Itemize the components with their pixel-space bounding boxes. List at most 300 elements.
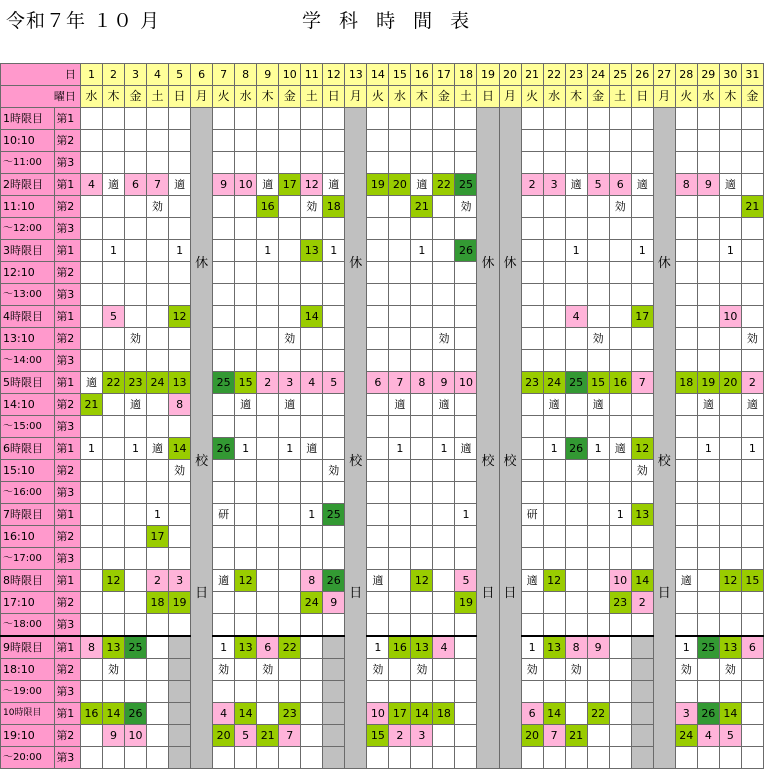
period-row [1,174,764,196]
schedule-cell: 17 [147,526,169,548]
schedule-cell [235,306,257,328]
schedule-cell [433,152,455,174]
period-label: ～20:00 [1,747,55,769]
schedule-cell [389,681,411,703]
schedule-cell: 10 [124,725,146,747]
schedule-cell: 1 [279,438,301,460]
holiday-column [191,108,213,769]
schedule-cell [124,240,146,262]
schedule-cell [257,681,279,703]
schedule-cell: 2 [257,372,279,394]
schedule-cell [301,284,323,306]
schedule-cell: 1 [543,438,565,460]
schedule-cell [102,504,124,526]
schedule-cell [741,350,763,372]
schedule-cell [389,659,411,681]
schedule-cell [543,108,565,130]
weekday: 土 [455,86,477,108]
schedule-cell [741,240,763,262]
schedule-cell [675,614,697,637]
schedule-cell: 2 [741,372,763,394]
schedule-cell [235,328,257,350]
schedule-cell [257,747,279,769]
schedule-cell [257,416,279,438]
schedule-cell [411,681,433,703]
schedule-cell [433,284,455,306]
schedule-cell: 研 [213,504,235,526]
schedule-cell: 25 [455,174,477,196]
schedule-cell: 18 [323,196,345,218]
schedule-cell [102,438,124,460]
schedule-cell [301,681,323,703]
schedule-cell [80,570,102,592]
schedule-cell [102,196,124,218]
holiday-mark: 校 [657,454,671,469]
schedule-cell: 18 [147,592,169,614]
day-number: 19 [477,64,499,86]
schedule-cell: 3 [543,174,565,196]
period-label: 18:10 [1,659,55,681]
schedule-cell [587,482,609,504]
schedule-cell [301,460,323,482]
schedule-cell [367,350,389,372]
schedule-cell [147,460,169,482]
schedule-cell: 効 [675,659,697,681]
schedule-cell [433,262,455,284]
schedule-cell [301,218,323,240]
sub-period-label: 第1 [55,240,81,262]
schedule-cell: 9 [433,372,455,394]
schedule-cell: 26 [565,438,587,460]
period-label: 8時限目 [1,570,55,592]
schedule-cell [543,460,565,482]
schedule-cell: 効 [455,196,477,218]
schedule-cell [455,659,477,681]
era-month-label: 令和７年 １０ 月 [6,10,161,32]
weekday: 木 [719,86,741,108]
schedule-cell [124,416,146,438]
schedule-cell: 4 [213,703,235,725]
schedule-cell [631,725,653,747]
schedule-cell [213,460,235,482]
day-number: 31 [741,64,763,86]
schedule-cell: 効 [279,328,301,350]
schedule-cell [235,350,257,372]
period-label: 12:10 [1,262,55,284]
schedule-cell: 効 [631,460,653,482]
schedule-cell: 18 [433,703,455,725]
schedule-cell: 6 [257,636,279,659]
period-label: ～14:00 [1,350,55,372]
schedule-cell [279,659,301,681]
schedule-cell [433,614,455,637]
schedule-cell [697,130,719,152]
schedule-cell [411,438,433,460]
schedule-cell [719,152,741,174]
schedule-cell [301,703,323,725]
schedule-cell [102,548,124,570]
schedule-cell: 20 [213,725,235,747]
period-label: 10時限目 [1,703,55,725]
schedule-cell [455,328,477,350]
schedule-cell: 26 [455,240,477,262]
weekday: 土 [147,86,169,108]
schedule-cell [323,747,345,769]
schedule-cell [433,350,455,372]
weekday: 月 [653,86,675,108]
schedule-cell: 1 [609,504,631,526]
period-row [1,636,764,659]
day-number: 5 [169,64,191,86]
schedule-cell: 4 [433,636,455,659]
period-label: ～15:00 [1,416,55,438]
sub-period-label: 第1 [55,504,81,526]
schedule-cell [389,306,411,328]
schedule-cell [675,504,697,526]
schedule-cell [631,196,653,218]
schedule-cell: 8 [565,636,587,659]
schedule-cell [102,262,124,284]
schedule-cell [521,438,543,460]
schedule-cell: 適 [323,174,345,196]
schedule-cell [235,152,257,174]
schedule-cell [301,526,323,548]
schedule-cell [367,416,389,438]
schedule-cell: 10 [367,703,389,725]
schedule-cell [102,482,124,504]
day-number: 30 [719,64,741,86]
schedule-cell [609,725,631,747]
schedule-cell [102,592,124,614]
schedule-cell: 4 [301,372,323,394]
schedule-cell [521,548,543,570]
schedule-cell [235,196,257,218]
schedule-cell: 8 [675,174,697,196]
schedule-cell [367,196,389,218]
schedule-cell [697,460,719,482]
period-label: 11:10 [1,196,55,218]
schedule-cell [411,350,433,372]
schedule-cell [455,218,477,240]
schedule-cell [389,218,411,240]
schedule-cell [124,262,146,284]
schedule-cell [587,218,609,240]
sub-period-label: 第1 [55,108,81,130]
schedule-cell [279,747,301,769]
holiday-mark: 日 [657,586,671,601]
schedule-cell [521,196,543,218]
schedule-cell: 適 [719,174,741,196]
schedule-cell [102,284,124,306]
schedule-cell [235,416,257,438]
schedule-cell [631,416,653,438]
schedule-cell: 9 [102,725,124,747]
sub-period-label: 第3 [55,416,81,438]
schedule-cell [411,108,433,130]
schedule-cell [631,108,653,130]
schedule-cell [124,152,146,174]
schedule-cell: 適 [433,394,455,416]
schedule-cell [719,460,741,482]
schedule-cell [80,460,102,482]
schedule-cell [741,306,763,328]
schedule-cell: 1 [433,438,455,460]
schedule-cell [521,152,543,174]
schedule-cell [301,416,323,438]
schedule-cell [631,614,653,637]
schedule-cell [389,592,411,614]
schedule-cell: 適 [631,174,653,196]
schedule-cell [587,460,609,482]
schedule-cell [587,152,609,174]
schedule-cell [124,614,146,637]
schedule-cell [697,328,719,350]
schedule-cell [279,614,301,637]
schedule-cell [719,614,741,637]
schedule-cell: 14 [411,703,433,725]
schedule-cell [279,570,301,592]
schedule-cell [521,592,543,614]
schedule-cell [741,108,763,130]
schedule-cell [565,504,587,526]
day-number: 14 [367,64,389,86]
schedule-cell [323,152,345,174]
schedule-cell [257,504,279,526]
schedule-cell [235,130,257,152]
schedule-cell: 1 [147,504,169,526]
day-number: 24 [587,64,609,86]
schedule-cell [102,747,124,769]
schedule-cell [367,262,389,284]
schedule-cell [124,218,146,240]
schedule-cell [433,416,455,438]
schedule-cell [367,614,389,637]
schedule-cell [587,614,609,637]
schedule-cell [565,218,587,240]
schedule-cell [169,262,191,284]
schedule-cell [389,570,411,592]
schedule-cell [279,284,301,306]
schedule-cell [565,548,587,570]
period-row [1,350,764,372]
schedule-cell [147,152,169,174]
weekday: 水 [235,86,257,108]
schedule-cell: 13 [631,504,653,526]
schedule-cell: 25 [124,636,146,659]
schedule-cell: 適 [124,394,146,416]
schedule-cell [411,482,433,504]
weekday: 日 [631,86,653,108]
schedule-cell [565,614,587,637]
schedule-cell [102,152,124,174]
schedule-cell: 2 [631,592,653,614]
sub-period-label: 第3 [55,350,81,372]
schedule-cell [675,548,697,570]
period-row [1,526,764,548]
sub-period-label: 第3 [55,482,81,504]
schedule-cell [741,659,763,681]
schedule-cell [102,394,124,416]
schedule-cell [323,328,345,350]
schedule-cell [609,262,631,284]
schedule-cell [213,747,235,769]
schedule-cell [719,416,741,438]
schedule-cell: 1 [235,438,257,460]
holiday-mark: 校 [349,454,363,469]
schedule-cell [433,306,455,328]
schedule-cell [124,108,146,130]
schedule-cell [235,681,257,703]
schedule-cell: 8 [301,570,323,592]
schedule-cell: 12 [301,174,323,196]
schedule-cell: 適 [169,174,191,196]
schedule-cell [565,592,587,614]
sub-period-label: 第3 [55,681,81,703]
schedule-cell [433,460,455,482]
schedule-cell [565,747,587,769]
schedule-cell [455,482,477,504]
day-number: 7 [213,64,235,86]
schedule-cell [741,284,763,306]
weekday: 水 [389,86,411,108]
schedule-cell [213,306,235,328]
schedule-cell [213,152,235,174]
schedule-cell [719,438,741,460]
schedule-cell [323,614,345,637]
schedule-cell [455,416,477,438]
schedule-cell [675,394,697,416]
schedule-cell [697,284,719,306]
schedule-cell [235,218,257,240]
schedule-cell [213,240,235,262]
schedule-cell [213,394,235,416]
schedule-cell: 効 [367,659,389,681]
period-label: 3時限目 [1,240,55,262]
schedule-cell [323,659,345,681]
sub-period-label: 第2 [55,196,81,218]
schedule-cell [609,394,631,416]
schedule-cell [543,592,565,614]
schedule-cell [235,284,257,306]
schedule-cell [543,218,565,240]
schedule-cell: 12 [235,570,257,592]
schedule-cell: 16 [389,636,411,659]
schedule-cell [521,482,543,504]
schedule-cell [279,460,301,482]
schedule-cell: 21 [80,394,102,416]
schedule-cell [301,548,323,570]
period-label: ～13:00 [1,284,55,306]
schedule-cell [543,659,565,681]
schedule-cell [235,482,257,504]
schedule-cell [169,636,191,659]
schedule-cell [102,416,124,438]
schedule-cell [587,504,609,526]
schedule-cell [455,747,477,769]
schedule-cell: 7 [389,372,411,394]
schedule-cell [80,196,102,218]
schedule-cell: 9 [323,592,345,614]
schedule-cell [455,306,477,328]
schedule-cell [543,614,565,637]
day-number: 26 [631,64,653,86]
schedule-cell: 効 [213,659,235,681]
schedule-cell [169,108,191,130]
period-row [1,108,764,130]
day-number: 1 [80,64,102,86]
period-row [1,504,764,526]
schedule-cell [741,262,763,284]
schedule-cell [741,681,763,703]
schedule-cell [741,130,763,152]
schedule-cell [213,548,235,570]
schedule-cell [565,394,587,416]
schedule-cell: 22 [587,703,609,725]
schedule-cell [147,659,169,681]
period-label: 10:10 [1,130,55,152]
schedule-cell [235,548,257,570]
schedule-cell [631,284,653,306]
schedule-cell [521,284,543,306]
weekday: 金 [279,86,301,108]
schedule-cell: 12 [411,570,433,592]
schedule-cell [411,130,433,152]
schedule-cell [675,482,697,504]
schedule-cell [389,504,411,526]
schedule-cell [675,152,697,174]
sub-period-label: 第1 [55,636,81,659]
day-number: 2 [102,64,124,86]
schedule-cell [169,152,191,174]
schedule-cell [631,681,653,703]
schedule-cell [367,218,389,240]
schedule-cell [323,482,345,504]
period-row [1,306,764,328]
schedule-cell: 1 [455,504,477,526]
schedule-cell [169,196,191,218]
schedule-cell: 7 [631,372,653,394]
schedule-cell [235,504,257,526]
schedule-cell [213,350,235,372]
schedule-cell [279,306,301,328]
schedule-cell [455,394,477,416]
weekday: 土 [301,86,323,108]
schedule-cell [565,460,587,482]
schedule-cell: 12 [631,438,653,460]
schedule-cell [323,284,345,306]
schedule-cell [389,130,411,152]
schedule-cell: 19 [697,372,719,394]
schedule-cell: 26 [124,703,146,725]
schedule-cell [323,681,345,703]
schedule-cell [279,526,301,548]
schedule-cell [257,130,279,152]
schedule-cell [301,152,323,174]
period-label: 2時限目 [1,174,55,196]
schedule-cell [169,526,191,548]
schedule-cell [521,130,543,152]
day-number: 10 [279,64,301,86]
schedule-cell [433,747,455,769]
schedule-cell [147,614,169,637]
day-number: 27 [653,64,675,86]
schedule-cell: 9 [697,174,719,196]
schedule-cell [169,614,191,637]
schedule-cell [631,659,653,681]
schedule-cell [169,350,191,372]
schedule-cell: 24 [543,372,565,394]
schedule-cell: 適 [301,438,323,460]
